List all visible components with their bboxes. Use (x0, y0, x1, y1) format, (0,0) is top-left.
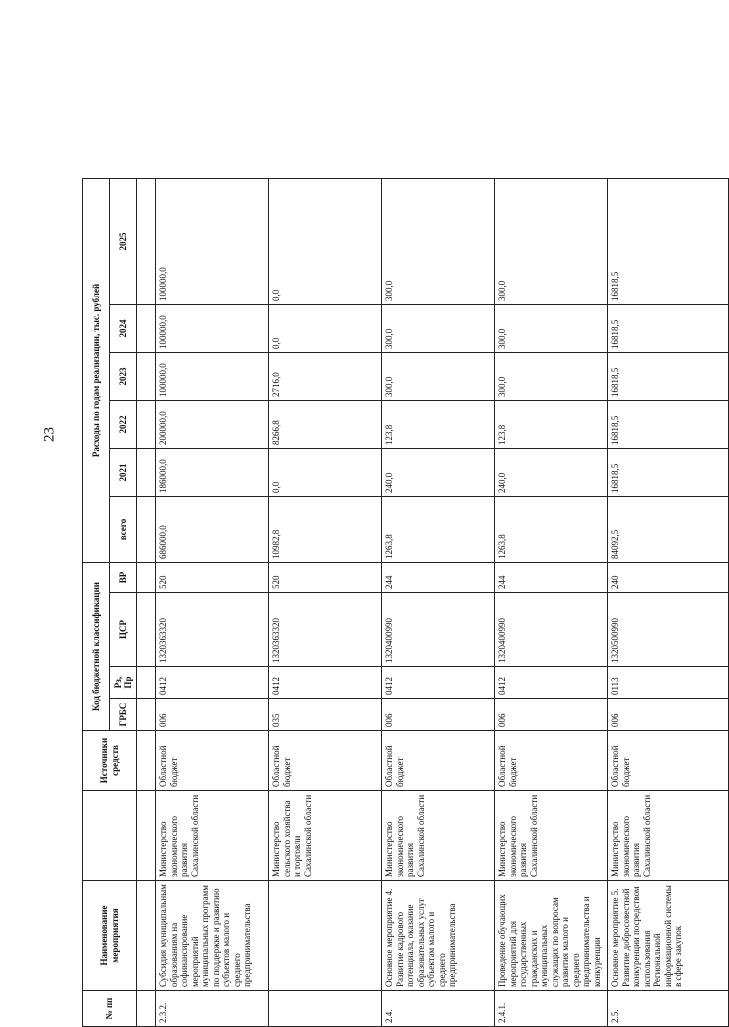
header-num: № пп (83, 991, 137, 1027)
page-number: 23 (41, 427, 58, 442)
header-2022: 2022 (110, 400, 137, 448)
row-2025: 0,0 (269, 178, 382, 304)
row-executor: Министерство экономического развития Сахалинской области (156, 791, 269, 881)
row-2025: 300,0 (382, 178, 495, 304)
row-2021: 186000,0 (156, 448, 269, 496)
row-2024: 300,0 (382, 304, 495, 352)
row-total: 1263,8 (382, 496, 495, 562)
row-vr: 244 (382, 562, 495, 592)
header-2023: 2023 (110, 352, 137, 400)
header-sources: Источники средств (83, 731, 137, 791)
row-source: Областной бюджет (608, 731, 729, 791)
row-vr: 244 (495, 562, 608, 592)
header-executor (83, 791, 137, 881)
row-2022: 16818,5 (608, 400, 729, 448)
row-num: 2.3.2. (156, 991, 269, 1027)
row-executor: Министерство сельского хозяйства и торговли Сахалинской области (269, 791, 382, 881)
row-csr: 1320363320 (156, 593, 269, 667)
row-name: Проведение обучающих мероприятий для государственных гражданских и муниципальных служащих по вопросам развития малого и среднего предпринимательства и конкуренции (495, 881, 608, 991)
row-2022: 123,8 (382, 400, 495, 448)
row-executor: Министерство экономического развития Сахалинской области (495, 791, 608, 881)
header-total: всего (110, 496, 137, 562)
row-2021: 240,0 (382, 448, 495, 496)
row-2024: 100000,0 (156, 304, 269, 352)
row-source: Областной бюджет (269, 731, 382, 791)
row-num (269, 991, 382, 1027)
row-grbs: 006 (608, 699, 729, 731)
row-2025: 16818,5 (608, 178, 729, 304)
row-2021: 16818,5 (608, 448, 729, 496)
row-grbs: 006 (156, 699, 269, 731)
row-2023: 300,0 (382, 352, 495, 400)
table-row (608, 178, 729, 1026)
row-source: Областной бюджет (156, 731, 269, 791)
budget-table (82, 178, 729, 1027)
header-2024: 2024 (110, 304, 137, 352)
row-rzpr: 0113 (608, 667, 729, 699)
row-2024: 0,0 (269, 304, 382, 352)
row-2024: 300,0 (495, 304, 608, 352)
header-grbs: ГРБС (110, 699, 137, 731)
row-2025: 300,0 (495, 178, 608, 304)
row-2021: 0,0 (269, 448, 382, 496)
row-executor: Министерство экономического развития Сахалинской области (608, 791, 729, 881)
row-name: Основное мероприятие 4. Развитие кадрового потенциала, оказание образовательных услуг субъектам малого и среднего предпринимательства (382, 881, 495, 991)
row-2023: 16818,5 (608, 352, 729, 400)
row-vr: 240 (608, 562, 729, 592)
header-rzpr: Рз, Пр (110, 667, 137, 699)
row-source: Областной бюджет (495, 731, 608, 791)
row-2022: 8266,8 (269, 400, 382, 448)
row-total: 10982,8 (269, 496, 382, 562)
blank-row (137, 178, 156, 1026)
row-name: Субсидия муниципальным образованиям на софинансирование мероприятий муниципальных программ по поддержке и развитию субъектов малого и среднего предпринимательства (156, 881, 269, 991)
row-rzpr: 0412 (156, 667, 269, 699)
row-2022: 200000,0 (156, 400, 269, 448)
header-expenses: Расходы по годам реализации, тыс. рублей (83, 178, 110, 562)
table-row (495, 178, 608, 1026)
row-total: 686000,0 (156, 496, 269, 562)
row-2022: 123,8 (495, 400, 608, 448)
row-grbs: 006 (495, 699, 608, 731)
row-2023: 300,0 (495, 352, 608, 400)
row-name: Основное мероприятие 5. Развитие добросовестной конкуренции посредством использования Региональной информационной системы в сфере закупок (608, 881, 729, 991)
row-rzpr: 0412 (382, 667, 495, 699)
header-2021: 2021 (110, 448, 137, 496)
row-name (269, 881, 382, 991)
row-2021: 240,0 (495, 448, 608, 496)
row-num: 2.4.1. (495, 991, 608, 1027)
row-vr: 520 (156, 562, 269, 592)
table-row (156, 178, 269, 1026)
row-executor: Министерство экономического развития Сахалинской области (382, 791, 495, 881)
budget-table-container (82, 213, 683, 1027)
row-vr: 520 (269, 562, 382, 592)
row-2023: 100000,0 (156, 352, 269, 400)
header-budget-code: Код бюджетной классификации (83, 562, 110, 730)
row-grbs: 006 (382, 699, 495, 731)
row-rzpr: 0412 (495, 667, 608, 699)
table-row (382, 178, 495, 1026)
row-source: Областной бюджет (382, 731, 495, 791)
row-csr: 1320400990 (495, 593, 608, 667)
row-rzpr: 0412 (269, 667, 382, 699)
row-grbs: 035 (269, 699, 382, 731)
row-num: 2.4. (382, 991, 495, 1027)
row-2025: 100000,0 (156, 178, 269, 304)
header-name: Наименование мероприятия (83, 881, 137, 991)
row-total: 1263,8 (495, 496, 608, 562)
table-row (269, 178, 382, 1026)
row-csr: 1320400990 (382, 593, 495, 667)
row-csr: 1320500990 (608, 593, 729, 667)
row-csr: 1320363320 (269, 593, 382, 667)
header-csr: ЦСР (110, 593, 137, 667)
row-total: 84092,5 (608, 496, 729, 562)
header-2025: 2025 (110, 178, 137, 304)
row-num: 2.5. (608, 991, 729, 1027)
header-vr: ВР (110, 562, 137, 592)
row-2023: 2716,0 (269, 352, 382, 400)
row-2024: 16818,5 (608, 304, 729, 352)
